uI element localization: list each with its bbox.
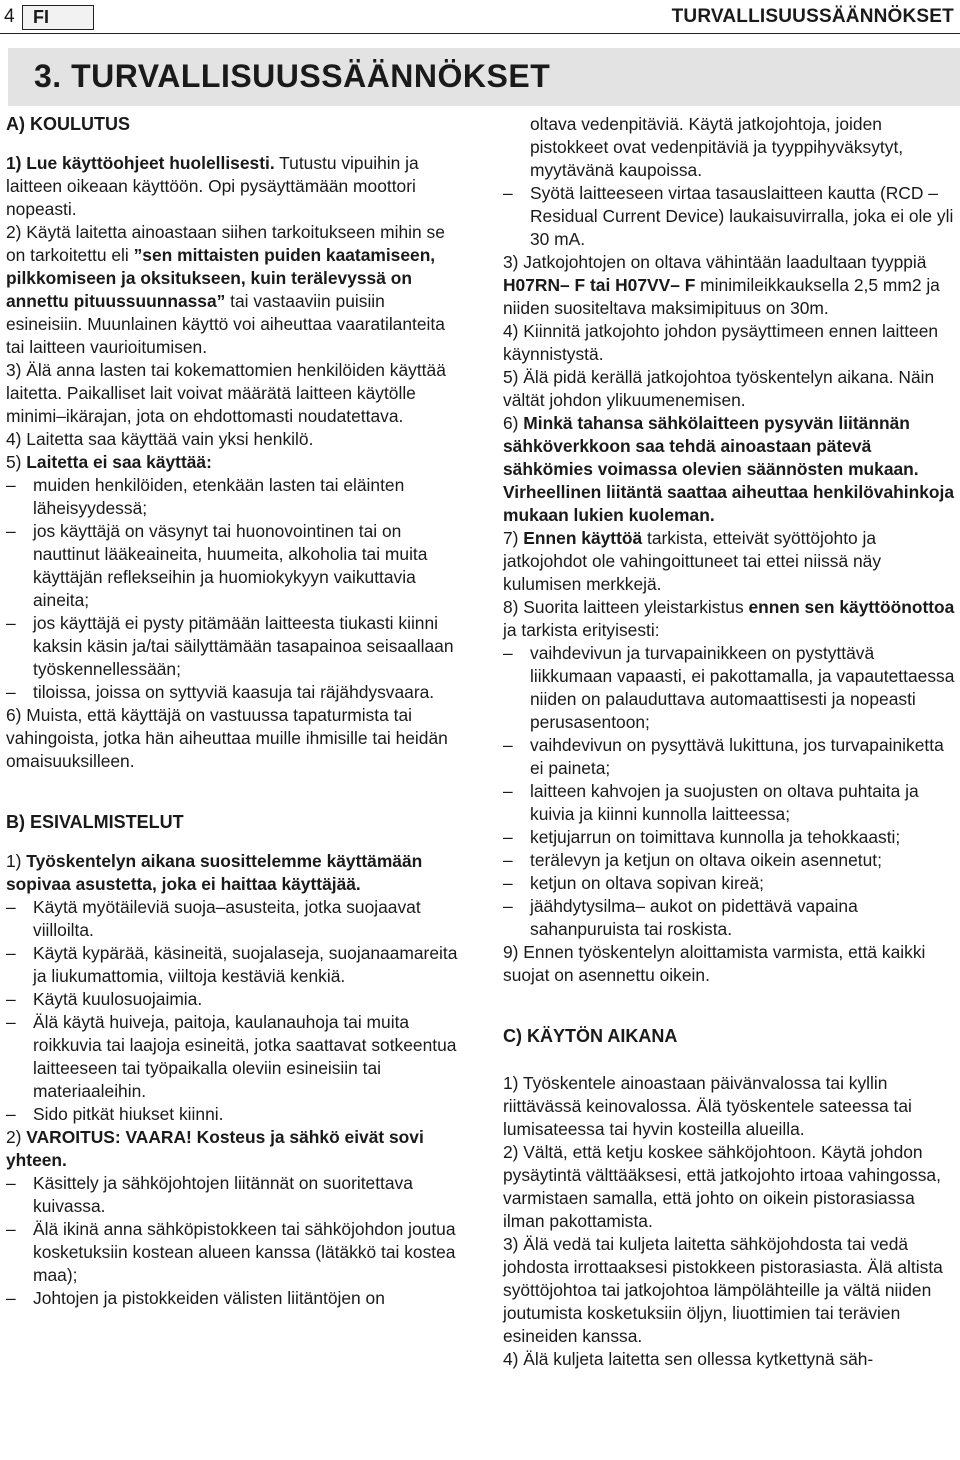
chapter-title-band [8, 48, 960, 106]
paragraph-b4: 4) Kiinnitä jatkojohto johdon pysäyttimeen ennen laitteen käynnistystä. [503, 321, 939, 364]
paragraph-c2: 2) Vältä, että ketju koskee sähköjohtoon. Käytä johdon pysäytintä välttääksesi, että jatkojohto irtoaa vahingossa, varmistaen samalla, että johto on oikein pistorasiassa ilman pakottamista. [503, 1142, 941, 1231]
left-column [6, 113, 461, 1310]
paragraph-a6: 6) Muista, että käyttäjä on vastuussa tapaturmista tai vahingoista, jotka hän aiheuttaa muille ihmisille tai heidän omaisuuksilleen. [6, 705, 448, 771]
paragraph-b1: 1) Työskentelyn aikana suosittelemme käyttämään sopivaa asustetta, joka ei haittaa käyttäjää. [6, 851, 423, 894]
language-tag: FI [22, 5, 94, 30]
list-item: – jäähdytysilma– aukot on pidettävä vapaina sahanpuruista tai roskista. [503, 896, 858, 939]
list-item: – vaihdevivun on pysyttävä lukittuna, jos turvapainiketta ei paineta; [503, 735, 944, 778]
paragraph-c4: 4) Älä kuljeta laitetta sen ollessa kytkettynä säh- [503, 1349, 874, 1369]
header-rule [0, 33, 960, 34]
paragraph-b7: 7) Ennen käyttöä tarkista, etteivät syöttöjohto ja jatkojohdot ole vahingoittuneet tai ettei niissä näy kulumisen merkkejä. [503, 528, 882, 594]
paragraph-b5: 5) Älä pidä kerällä jatkojohtoa työskentelyn aikana. Näin vältät johdon ylikuumenemisen. [503, 367, 935, 410]
list-item: – Johtojen ja pistokkeiden välisten liitäntöjen on [6, 1288, 385, 1308]
list-item: – Käytä kuulosuojaimia. [6, 989, 203, 1009]
paragraph-a3: 3) Älä anna lasten tai kokemattomien henkilöiden käyttää laitetta. Paikalliset lait voivat määrätä laitteen käytölle minimi–ikärajan, jota on ehdottomasti noudatettava. [6, 360, 446, 426]
list-item: – Käytä kypärää, käsineitä, suojalaseja, suojanaamareita ja liukumattomia, viiltoja kestäviä kenkiä. [6, 943, 458, 986]
list-item: – jos käyttäjä on väsynyt tai huonovointinen tai on nauttinut lääkeaineita, huumeita, alkoholia tai muita käyttäjän reflekseihin ja huomiokykyyn vaikuttavia aineita; [6, 521, 428, 610]
list-item: – jos käyttäjä ei pysty pitämään laitteesta tiukasti kiinni kaksin käsin ja/tai säilyttämään tasapainoa seisaallaan työskennellessään; [6, 613, 454, 679]
list-item: – Käsittely ja sähköjohtojen liitännät on suoritettava kuivassa. [6, 1173, 413, 1216]
list-item-continued: oltava vedenpitäviä. Käytä jatkojohtoja, joiden pistokkeet ovat vedenpitäviä ja tyyppihyväksytyt, myytävänä kaupoissa. [530, 114, 904, 180]
section-heading-a: A) KOULUTUS [6, 114, 130, 134]
list-item: – ketjujarrun on toimittava kunnolla ja tehokkaasti; [503, 827, 901, 847]
right-column [503, 113, 955, 1371]
paragraph-a4: 4) Laitetta saa käyttää vain yksi henkilö. [6, 429, 314, 449]
paragraph-c3: 3) Älä vedä tai kuljeta laitetta sähköjohdosta tai vedä johdosta irrottaaksesi pistokkeen pistorasiasta. Älä altista syöttöjohtoa tai jatkojohtoa lämpölähteille ja vältä niiden joutumista kosketuksiin öljyn, liuottimien tai terävien esineiden kanssa. [503, 1234, 943, 1346]
page-header [0, 0, 960, 34]
list-item: – terälevyn ja ketjun on oltava oikein asennetut; [503, 850, 882, 870]
list-item: – Käytä myötäileviä suoja–asusteita, jotka suojaavat viilloilta. [6, 897, 421, 940]
list-item: – ketjun on oltava sopivan kireä; [503, 873, 764, 893]
list-item: – Sido pitkät hiukset kiinni. [6, 1104, 224, 1124]
paragraph-c1: 1) Työskentele ainoastaan päivänvalossa tai kyllin riittävässä keinovalossa. Älä työskentele sateessa tai lumisateessa tai hyvin kosteilla alueilla. [503, 1073, 912, 1139]
paragraph-b2: 2) VAROITUS: VAARA! Kosteus ja sähkö eivät sovi yhteen. [6, 1127, 424, 1170]
paragraph-a1: 1) Lue käyttöohjeet huolellisesti. Tutustu vipuihin ja laitteen oikeaan käyttöön. Opi pysäyttämään moottori nopeasti. [6, 153, 419, 219]
list-item: – Älä ikinä anna sähköpistokkeen tai sähköjohdon joutua kosketuksiin kostean alueen kanssa (lätäkkö tai kostea maa); [6, 1219, 456, 1285]
section-heading-b: B) ESIVALMISTELUT [6, 812, 184, 832]
list-item: – tiloissa, joissa on syttyviä kaasuja tai räjähdysvaara. [6, 682, 435, 702]
paragraph-b8: 8) Suorita laitteen yleistarkistus ennen sen käyttöönottoa ja tarkista erityisesti: [503, 597, 955, 640]
list-item: – vaihdevivun ja turvapainikkeen on pystyttävä liikkumaan vapaasti, ei pakottamalla, ja vapautettaessa niiden on palauduttava automaattisesti ja nopeasti perusasentoon; [503, 643, 955, 732]
list-item: – muiden henkilöiden, etenkään lasten tai eläinten läheisyydessä; [6, 475, 405, 518]
chapter-title: 3. TURVALLISUUSSÄÄNNÖKSET [34, 58, 551, 94]
paragraph-a5: 5) Laitetta ei saa käyttää: [6, 452, 212, 472]
running-title: TURVALLISUUSSÄÄNNÖKSET [671, 6, 954, 27]
paragraph-b6: 6) Minkä tahansa sähkölaitteen pysyvän liitännän sähköverkkoon saa tehdä ainoastaan pätevä sähkömies voimassa olevien säännösten mukaan. Virheellinen liitäntä saattaa aiheuttaa henkilövahinkoja mukaan lukien kuoleman. [503, 413, 955, 525]
paragraph-b9: 9) Ennen työskentelyn aloittamista varmista, että kaikki suojat on asennettu oikein. [503, 942, 926, 985]
list-item: – Syötä laitteeseen virtaa tasauslaitteen kautta (RCD – Residual Current Device) laukaisuvirralla, joka ei ole yli 30 mA. [503, 183, 954, 249]
section-heading-c: C) KÄYTÖN AIKANA [503, 1026, 678, 1046]
page-number: 4 [4, 6, 15, 27]
list-item: – laitteen kahvojen ja suojusten on oltava puhtaita ja kuivia ja kiinni kunnolla laitteessa; [503, 781, 919, 824]
list-item: – Älä käytä huiveja, paitoja, kaulanauhoja tai muita roikkuvia tai laajoja esineitä, jotka saattavat sotkeentua laitteeseen tai työpaikalla oleviin esineisiin tai materiaaleihin. [6, 1012, 457, 1101]
paragraph-a2: 2) Käytä laitetta ainoastaan siihen tarkoitukseen mihin se on tarkoitettu eli ”sen mittaisten puiden kaatamiseen, pilkkomiseen ja oksitukseen, kuin terälevyssä on annettu pituussuunnassa” tai vastaaviin puisiin esineisiin. Muunlainen käyttö voi aiheuttaa vaaratilanteita tai laitteen vaurioitumisen. [6, 222, 445, 357]
paragraph-b3: 3) Jatkojohtojen on oltava vähintään laadultaan tyyppiä H07RN– F tai H07VV– F minimileikkauksella 2,5 mm2 ja niiden suositeltava maksimipituus on 30m. [503, 252, 940, 318]
